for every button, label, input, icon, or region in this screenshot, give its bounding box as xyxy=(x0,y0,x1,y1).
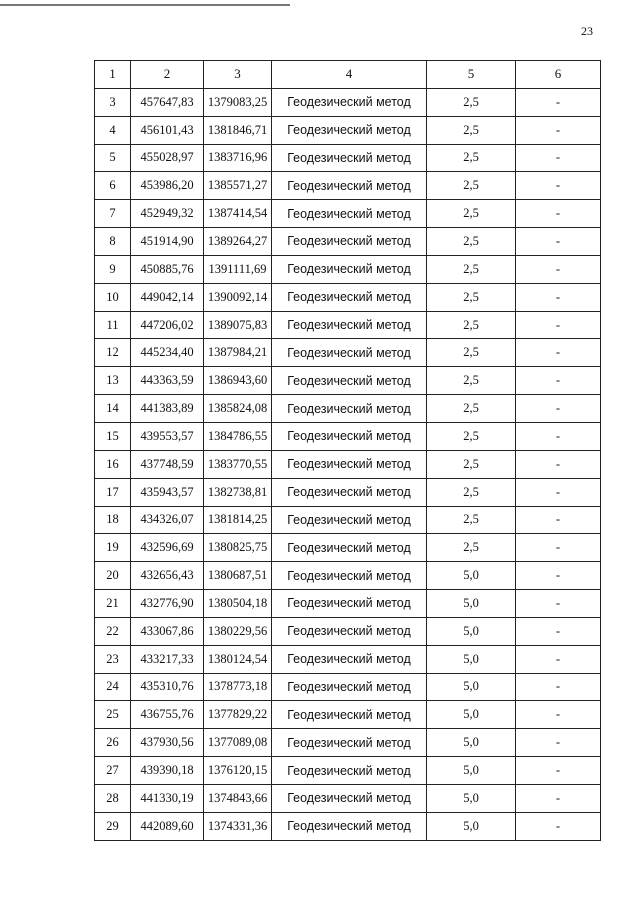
point-number-cell: 22 xyxy=(95,617,131,645)
method-cell: Геодезический метод xyxy=(272,144,427,172)
y-coordinate-cell: 1383770,55 xyxy=(204,450,272,478)
page-number: 23 xyxy=(581,24,593,38)
point-number-cell: 4 xyxy=(95,116,131,144)
method-cell: Геодезический метод xyxy=(272,228,427,256)
note-cell: - xyxy=(516,590,601,618)
y-coordinate-cell: 1381846,71 xyxy=(204,116,272,144)
method-cell: Геодезический метод xyxy=(272,172,427,200)
method-cell: Геодезический метод xyxy=(272,673,427,701)
note-cell: - xyxy=(516,478,601,506)
y-coordinate-cell: 1391111,69 xyxy=(204,255,272,283)
method-cell: Геодезический метод xyxy=(272,757,427,785)
method-cell: Геодезический метод xyxy=(272,590,427,618)
table-row xyxy=(95,228,601,256)
point-number-cell: 9 xyxy=(95,255,131,283)
method-cell: Геодезический метод xyxy=(272,645,427,673)
accuracy-cell: 5,0 xyxy=(427,729,516,757)
accuracy-cell: 2,5 xyxy=(427,144,516,172)
x-coordinate-cell: 452949,32 xyxy=(131,200,204,228)
note-cell: - xyxy=(516,144,601,172)
x-coordinate-cell: 432596,69 xyxy=(131,534,204,562)
note-cell: - xyxy=(516,422,601,450)
accuracy-cell: 5,0 xyxy=(427,562,516,590)
x-coordinate-cell: 439553,57 xyxy=(131,422,204,450)
note-cell: - xyxy=(516,645,601,673)
x-coordinate-cell: 436755,76 xyxy=(131,701,204,729)
note-cell: - xyxy=(516,784,601,812)
accuracy-cell: 2,5 xyxy=(427,283,516,311)
note-cell: - xyxy=(516,311,601,339)
x-coordinate-cell: 441330,19 xyxy=(131,784,204,812)
x-coordinate-cell: 441383,89 xyxy=(131,395,204,423)
method-cell: Геодезический метод xyxy=(272,784,427,812)
y-coordinate-cell: 1383716,96 xyxy=(204,144,272,172)
point-number-cell: 14 xyxy=(95,395,131,423)
note-cell: - xyxy=(516,283,601,311)
accuracy-cell: 5,0 xyxy=(427,617,516,645)
point-number-cell: 10 xyxy=(95,283,131,311)
y-coordinate-cell: 1389264,27 xyxy=(204,228,272,256)
note-cell: - xyxy=(516,116,601,144)
header-cell: 5 xyxy=(427,61,516,89)
accuracy-cell: 5,0 xyxy=(427,590,516,618)
x-coordinate-cell: 450885,76 xyxy=(131,255,204,283)
x-coordinate-cell: 455028,97 xyxy=(131,144,204,172)
y-coordinate-cell: 1381814,25 xyxy=(204,506,272,534)
table-row xyxy=(95,534,601,562)
y-coordinate-cell: 1380124,54 xyxy=(204,645,272,673)
y-coordinate-cell: 1387984,21 xyxy=(204,339,272,367)
table-row xyxy=(95,478,601,506)
y-coordinate-cell: 1384786,55 xyxy=(204,422,272,450)
accuracy-cell: 2,5 xyxy=(427,422,516,450)
y-coordinate-cell: 1387414,54 xyxy=(204,200,272,228)
header-cell: 4 xyxy=(272,61,427,89)
y-coordinate-cell: 1385571,27 xyxy=(204,172,272,200)
note-cell: - xyxy=(516,450,601,478)
accuracy-cell: 2,5 xyxy=(427,367,516,395)
y-coordinate-cell: 1390092,14 xyxy=(204,283,272,311)
x-coordinate-cell: 437930,56 xyxy=(131,729,204,757)
note-cell: - xyxy=(516,367,601,395)
header-cell: 1 xyxy=(95,61,131,89)
x-coordinate-cell: 447206,02 xyxy=(131,311,204,339)
table-row xyxy=(95,590,601,618)
note-cell: - xyxy=(516,812,601,840)
x-coordinate-cell: 453986,20 xyxy=(131,172,204,200)
table-row xyxy=(95,367,601,395)
note-cell: - xyxy=(516,729,601,757)
method-cell: Геодезический метод xyxy=(272,562,427,590)
scan-artifact-line xyxy=(0,4,290,6)
table-row xyxy=(95,617,601,645)
x-coordinate-cell: 439390,18 xyxy=(131,757,204,785)
method-cell: Геодезический метод xyxy=(272,478,427,506)
point-number-cell: 26 xyxy=(95,729,131,757)
method-cell: Геодезический метод xyxy=(272,450,427,478)
point-number-cell: 29 xyxy=(95,812,131,840)
table-row xyxy=(95,673,601,701)
accuracy-cell: 2,5 xyxy=(427,172,516,200)
accuracy-cell: 5,0 xyxy=(427,701,516,729)
table-header-row xyxy=(95,61,601,89)
note-cell: - xyxy=(516,255,601,283)
note-cell: - xyxy=(516,617,601,645)
table-row xyxy=(95,729,601,757)
point-number-cell: 11 xyxy=(95,311,131,339)
table-row xyxy=(95,506,601,534)
table-row xyxy=(95,311,601,339)
point-number-cell: 15 xyxy=(95,422,131,450)
table-row xyxy=(95,339,601,367)
y-coordinate-cell: 1386943,60 xyxy=(204,367,272,395)
note-cell: - xyxy=(516,395,601,423)
x-coordinate-cell: 442089,60 xyxy=(131,812,204,840)
header-cell: 3 xyxy=(204,61,272,89)
y-coordinate-cell: 1376120,15 xyxy=(204,757,272,785)
x-coordinate-cell: 443363,59 xyxy=(131,367,204,395)
accuracy-cell: 2,5 xyxy=(427,200,516,228)
table-row xyxy=(95,116,601,144)
x-coordinate-cell: 457647,83 xyxy=(131,88,204,116)
method-cell: Геодезический метод xyxy=(272,617,427,645)
method-cell: Геодезический метод xyxy=(272,701,427,729)
method-cell: Геодезический метод xyxy=(272,812,427,840)
accuracy-cell: 2,5 xyxy=(427,339,516,367)
y-coordinate-cell: 1380825,75 xyxy=(204,534,272,562)
x-coordinate-cell: 435310,76 xyxy=(131,673,204,701)
point-number-cell: 8 xyxy=(95,228,131,256)
point-number-cell: 16 xyxy=(95,450,131,478)
x-coordinate-cell: 433067,86 xyxy=(131,617,204,645)
accuracy-cell: 2,5 xyxy=(427,534,516,562)
accuracy-cell: 2,5 xyxy=(427,395,516,423)
method-cell: Геодезический метод xyxy=(272,506,427,534)
method-cell: Геодезический метод xyxy=(272,200,427,228)
accuracy-cell: 5,0 xyxy=(427,673,516,701)
point-number-cell: 23 xyxy=(95,645,131,673)
method-cell: Геодезический метод xyxy=(272,395,427,423)
method-cell: Геодезический метод xyxy=(272,255,427,283)
accuracy-cell: 2,5 xyxy=(427,450,516,478)
table-row xyxy=(95,395,601,423)
point-number-cell: 19 xyxy=(95,534,131,562)
point-number-cell: 13 xyxy=(95,367,131,395)
point-number-cell: 6 xyxy=(95,172,131,200)
point-number-cell: 24 xyxy=(95,673,131,701)
point-number-cell: 25 xyxy=(95,701,131,729)
note-cell: - xyxy=(516,562,601,590)
table-row xyxy=(95,88,601,116)
note-cell: - xyxy=(516,506,601,534)
point-number-cell: 7 xyxy=(95,200,131,228)
x-coordinate-cell: 432776,90 xyxy=(131,590,204,618)
table-row xyxy=(95,144,601,172)
note-cell: - xyxy=(516,701,601,729)
note-cell: - xyxy=(516,88,601,116)
note-cell: - xyxy=(516,757,601,785)
method-cell: Геодезический метод xyxy=(272,534,427,562)
accuracy-cell: 2,5 xyxy=(427,255,516,283)
table-row xyxy=(95,450,601,478)
y-coordinate-cell: 1377089,08 xyxy=(204,729,272,757)
method-cell: Геодезический метод xyxy=(272,88,427,116)
table-row xyxy=(95,701,601,729)
accuracy-cell: 2,5 xyxy=(427,116,516,144)
table-row xyxy=(95,757,601,785)
table-row xyxy=(95,172,601,200)
method-cell: Геодезический метод xyxy=(272,283,427,311)
method-cell: Геодезический метод xyxy=(272,339,427,367)
method-cell: Геодезический метод xyxy=(272,116,427,144)
accuracy-cell: 5,0 xyxy=(427,784,516,812)
point-number-cell: 18 xyxy=(95,506,131,534)
coordinates-table xyxy=(94,60,601,841)
point-number-cell: 5 xyxy=(95,144,131,172)
note-cell: - xyxy=(516,172,601,200)
x-coordinate-cell: 434326,07 xyxy=(131,506,204,534)
accuracy-cell: 5,0 xyxy=(427,645,516,673)
point-number-cell: 17 xyxy=(95,478,131,506)
note-cell: - xyxy=(516,339,601,367)
note-cell: - xyxy=(516,534,601,562)
y-coordinate-cell: 1380229,56 xyxy=(204,617,272,645)
note-cell: - xyxy=(516,200,601,228)
accuracy-cell: 2,5 xyxy=(427,88,516,116)
y-coordinate-cell: 1379083,25 xyxy=(204,88,272,116)
x-coordinate-cell: 451914,90 xyxy=(131,228,204,256)
accuracy-cell: 2,5 xyxy=(427,228,516,256)
accuracy-cell: 2,5 xyxy=(427,311,516,339)
table-row xyxy=(95,562,601,590)
accuracy-cell: 2,5 xyxy=(427,506,516,534)
point-number-cell: 28 xyxy=(95,784,131,812)
x-coordinate-cell: 456101,43 xyxy=(131,116,204,144)
point-number-cell: 27 xyxy=(95,757,131,785)
table-row xyxy=(95,200,601,228)
x-coordinate-cell: 432656,43 xyxy=(131,562,204,590)
accuracy-cell: 2,5 xyxy=(427,478,516,506)
accuracy-cell: 5,0 xyxy=(427,812,516,840)
y-coordinate-cell: 1385824,08 xyxy=(204,395,272,423)
table-row xyxy=(95,255,601,283)
note-cell: - xyxy=(516,228,601,256)
x-coordinate-cell: 449042,14 xyxy=(131,283,204,311)
y-coordinate-cell: 1382738,81 xyxy=(204,478,272,506)
table-row xyxy=(95,645,601,673)
method-cell: Геодезический метод xyxy=(272,729,427,757)
header-cell: 2 xyxy=(131,61,204,89)
y-coordinate-cell: 1374331,36 xyxy=(204,812,272,840)
header-cell: 6 xyxy=(516,61,601,89)
y-coordinate-cell: 1380687,51 xyxy=(204,562,272,590)
method-cell: Геодезический метод xyxy=(272,367,427,395)
x-coordinate-cell: 435943,57 xyxy=(131,478,204,506)
note-cell: - xyxy=(516,673,601,701)
point-number-cell: 20 xyxy=(95,562,131,590)
y-coordinate-cell: 1380504,18 xyxy=(204,590,272,618)
x-coordinate-cell: 445234,40 xyxy=(131,339,204,367)
table-row xyxy=(95,812,601,840)
table-row xyxy=(95,422,601,450)
point-number-cell: 12 xyxy=(95,339,131,367)
accuracy-cell: 5,0 xyxy=(427,757,516,785)
table-row xyxy=(95,283,601,311)
y-coordinate-cell: 1377829,22 xyxy=(204,701,272,729)
y-coordinate-cell: 1378773,18 xyxy=(204,673,272,701)
y-coordinate-cell: 1374843,66 xyxy=(204,784,272,812)
point-number-cell: 21 xyxy=(95,590,131,618)
point-number-cell: 3 xyxy=(95,88,131,116)
y-coordinate-cell: 1389075,83 xyxy=(204,311,272,339)
table-row xyxy=(95,784,601,812)
method-cell: Геодезический метод xyxy=(272,311,427,339)
x-coordinate-cell: 437748,59 xyxy=(131,450,204,478)
x-coordinate-cell: 433217,33 xyxy=(131,645,204,673)
method-cell: Геодезический метод xyxy=(272,422,427,450)
